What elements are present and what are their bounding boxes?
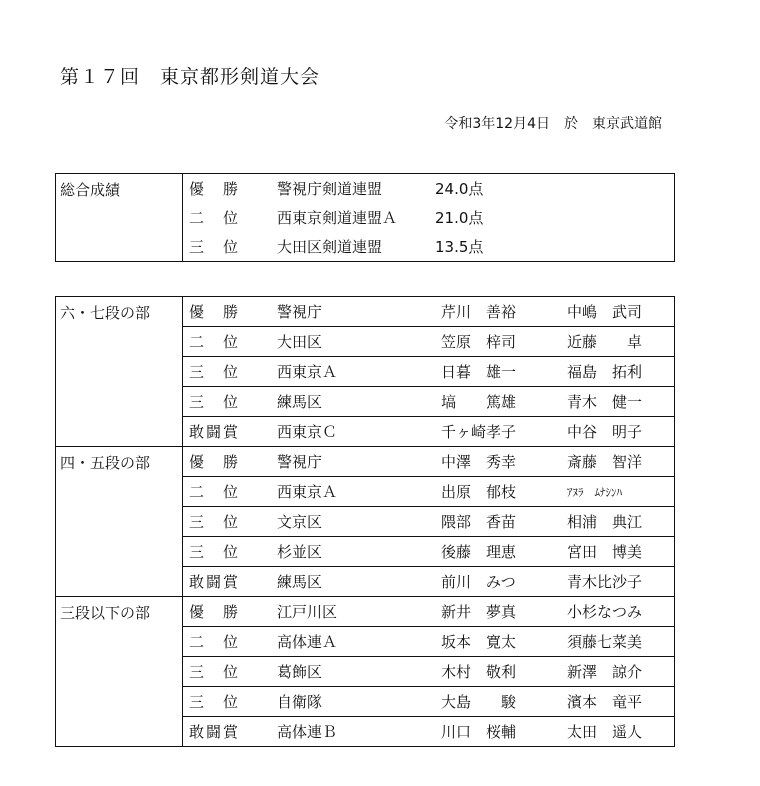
rank-cell: 三 位 — [189, 238, 241, 256]
rank-cell: 三 位 — [183, 537, 270, 567]
team-cell: 練馬区 — [269, 387, 435, 417]
player2-cell: 須藤七菜美 — [561, 627, 675, 657]
player2-cell: 中谷 明子 — [561, 417, 675, 447]
team-cell: 高体連Ｂ — [277, 723, 338, 741]
player1-cell: 千ヶ崎孝子 — [435, 417, 561, 447]
player1-cell: 坂本 寛太 — [435, 627, 561, 657]
team-cell: 大田区剣道連盟 — [277, 238, 383, 256]
document-title: 第１７回 東京都形剣道大会 — [60, 66, 321, 88]
rank-cell: 三 位 — [183, 657, 270, 687]
player2-cell: 斎藤 智洋 — [561, 447, 675, 477]
team-cell: 高体連Ａ — [269, 627, 435, 657]
rank-cell: 二 位 — [183, 477, 270, 507]
table-row — [56, 297, 675, 327]
division-label: 三段以下の部 — [56, 597, 183, 747]
player2-cell: 近藤 卓 — [561, 327, 675, 357]
player2-cell: 青木 健一 — [561, 387, 675, 417]
player1-cell: 笠原 梓司 — [435, 327, 561, 357]
team-cell: 葛飾区 — [269, 657, 435, 687]
player2-cell: 福島 拓利 — [561, 357, 675, 387]
player2-cell: 新澤 諒介 — [561, 657, 675, 687]
division-label: 四・五段の部 — [56, 447, 183, 597]
rank-cell: 優 勝 — [183, 597, 270, 627]
score-cell: 13.5点 — [435, 238, 484, 256]
player2-cell: 中嶋 武司 — [561, 297, 675, 327]
team-cell: 西東京剣道連盟Ａ — [277, 209, 398, 227]
team-cell: 警視庁 — [269, 297, 435, 327]
player2-cell: 小杉なつみ — [561, 597, 675, 627]
team-cell: 江戸川区 — [269, 597, 435, 627]
rank-cell: 敢闘賞 — [189, 723, 241, 741]
rank-cell: 二 位 — [183, 627, 270, 657]
team-cell: 西東京Ａ — [269, 357, 435, 387]
player1-cell: 出原 郁枝 — [435, 477, 561, 507]
player1-cell: 中澤 秀幸 — [435, 447, 561, 477]
division-results-table — [55, 296, 675, 747]
player2-cell: 宮田 博美 — [561, 537, 675, 567]
rank-cell: 優 勝 — [183, 447, 270, 477]
player1-cell: 塙 篤雄 — [435, 387, 561, 417]
rank-cell: 三 位 — [183, 387, 270, 417]
rank-cell: 三 位 — [183, 507, 270, 537]
team-cell: 杉並区 — [269, 537, 435, 567]
player2-cell: 相浦 典江 — [561, 507, 675, 537]
rank-cell: 三 位 — [183, 357, 270, 387]
team-cell: 自衛隊 — [269, 687, 435, 717]
team-cell: 大田区 — [269, 327, 435, 357]
team-cell: 練馬区 — [269, 567, 435, 597]
player1-cell: 後藤 理恵 — [435, 537, 561, 567]
rank-cell: 優 勝 — [183, 297, 270, 327]
overall-results-table — [55, 173, 675, 262]
rank-cell: 優 勝 — [189, 180, 241, 198]
player2-cell: 青木比沙子 — [561, 567, 675, 597]
team-cell: 警視庁剣道連盟 — [277, 180, 383, 198]
event-date-venue: 令和3年12月4日 於 東京武道館 — [444, 116, 662, 132]
player1-cell: 川口 桜輔 — [441, 723, 517, 741]
table-row — [56, 447, 675, 477]
player2-cell: ｱﾇﾗ ﾑﾅｼﾝﾊ — [561, 477, 675, 507]
rank-cell: 敢闘賞 — [183, 417, 270, 447]
player2-cell: 太田 遥人 — [567, 723, 643, 741]
team-cell: 西東京Ａ — [269, 477, 435, 507]
player2-cell: 濱本 竜平 — [561, 687, 675, 717]
rank-cell: 二 位 — [183, 327, 270, 357]
division-label: 六・七段の部 — [56, 297, 183, 447]
player1-cell: 隈部 香苗 — [435, 507, 561, 537]
table-row — [56, 597, 675, 627]
team-cell: 文京区 — [269, 507, 435, 537]
rank-cell: 二 位 — [189, 209, 241, 227]
player1-cell: 前川 みつ — [435, 567, 561, 597]
rank-cell: 敢闘賞 — [183, 567, 270, 597]
player1-cell: 日暮 雄一 — [435, 357, 561, 387]
score-cell: 21.0点 — [435, 209, 484, 227]
team-cell: 西東京Ｃ — [269, 417, 435, 447]
team-cell: 警視庁 — [269, 447, 435, 477]
player1-cell: 大島 駿 — [435, 687, 561, 717]
rank-cell: 三 位 — [183, 687, 270, 717]
player1-cell: 木村 敬利 — [435, 657, 561, 687]
score-cell: 24.0点 — [435, 180, 484, 198]
player1-cell: 芹川 善裕 — [435, 297, 561, 327]
overall-label: 総合成績 — [56, 174, 183, 262]
overall-row — [56, 174, 675, 204]
player1-cell: 新井 夢真 — [435, 597, 561, 627]
